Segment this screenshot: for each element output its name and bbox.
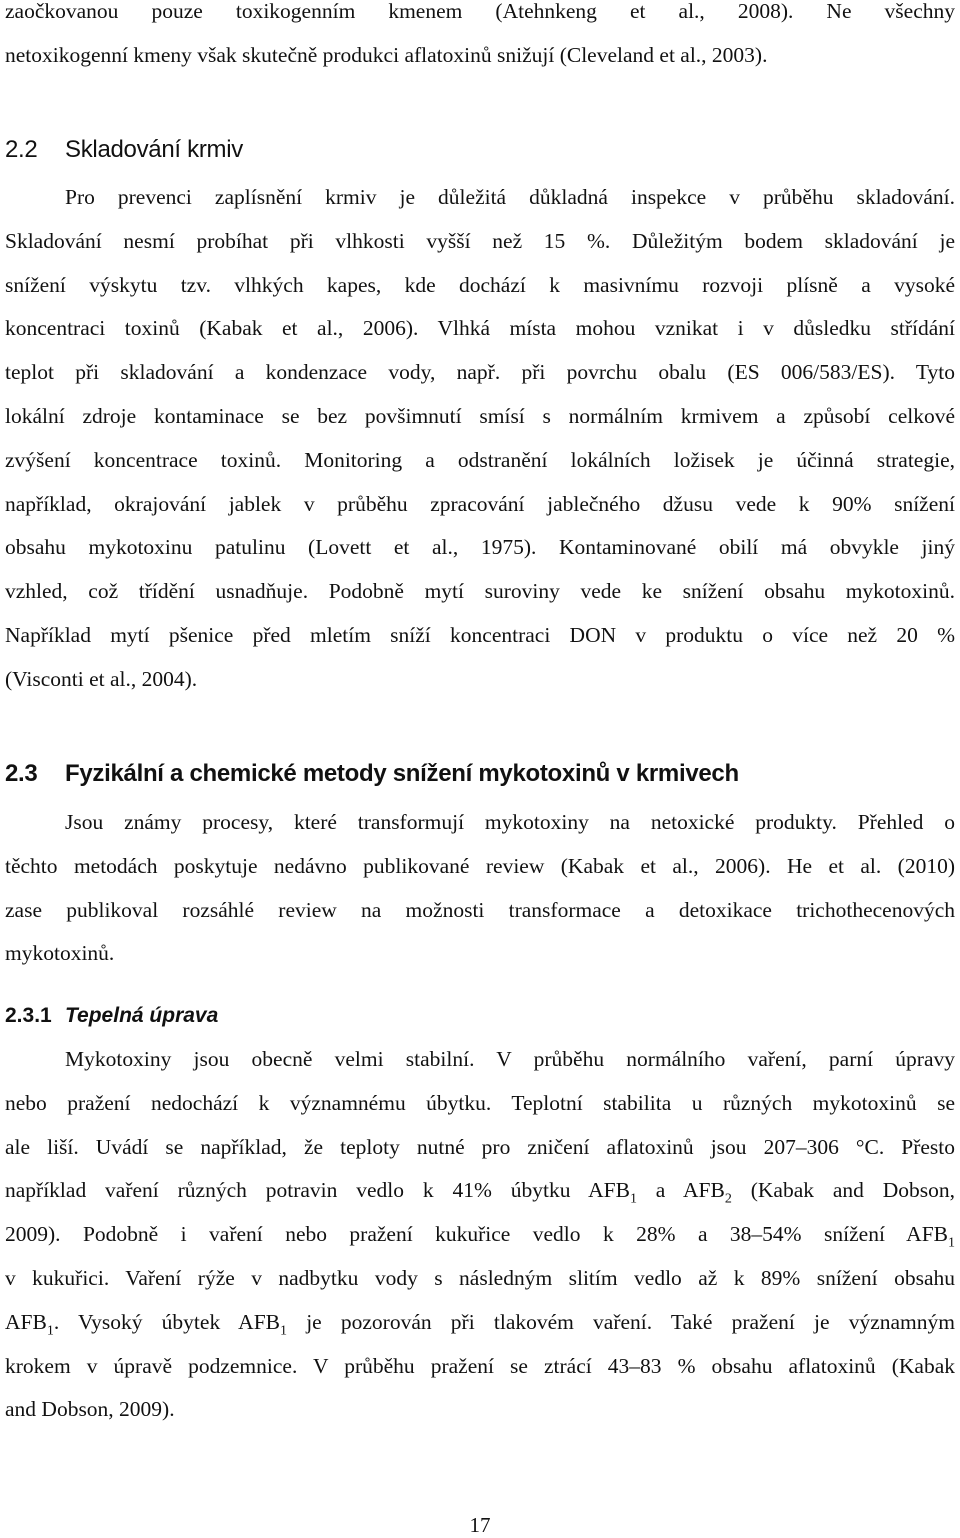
subsection-heading-2-3-1 <box>5 996 218 1036</box>
section-2-3-1-paragraph <box>5 1038 955 1432</box>
paragraph-line: vzhled, což třídění usnadňuje. Podobně mytí suroviny vede ke snížení obsahu mykotoxinů. <box>5 579 955 604</box>
text-run: (Kabak and Dobson, <box>731 1178 955 1203</box>
paragraph-line: zase publikoval rozsáhlé review na možnosti transformace a detoxikace trichothecenových <box>5 897 955 922</box>
section-heading-2-3 <box>5 754 739 794</box>
subscript: 1 <box>280 1323 288 1339</box>
subscript: 1 <box>948 1235 955 1251</box>
section-2-2-paragraph <box>5 176 955 702</box>
text-run: a AFB <box>636 1178 725 1203</box>
text-run: AFB <box>5 1309 47 1334</box>
subsection-number: 2.3.1 <box>5 1004 52 1027</box>
subscript: 1 <box>46 1323 54 1339</box>
paragraph-line: lokální zdroje kontaminace se bez povšimnutí smísí s normálním krmivem a způsobí celkové <box>5 403 955 428</box>
page-number: 17 <box>469 1513 491 1537</box>
paragraph-line: and Dobson, 2009). <box>5 1397 175 1422</box>
paragraph-line: Například mytí pšenice před mletím sníží koncentraci DON v produktu o více než 20 % <box>5 622 955 647</box>
paragraph-line: netoxikogenní kmeny však skutečně produkci aflatoxinů snižují (Cleveland et al., 2003). <box>5 42 768 67</box>
section-heading-2-2 <box>5 130 243 170</box>
text-run: . Vysoký úbytek AFB <box>53 1309 281 1334</box>
paragraph-line: například, okrajování jablek v průběhu zpracování jablečného džusu vede k 90% snížení <box>5 491 955 516</box>
text-run: 2009). Podobně i vaření nebo pražení kukuřice vedlo k 28% a 38–54% snížení AFB <box>5 1222 948 1247</box>
paragraph-line <box>5 1213 955 1257</box>
paragraph-line: teplot při skladování a kondenzace vody, např. při povrchu obalu (ES 006/583/ES). Tyto <box>5 360 955 385</box>
paragraph-line: těchto metodách poskytuje nedávno publikované review (Kabak et al., 2006). He et al. (2010) <box>5 853 955 878</box>
text-run: například vaření různých potravin vedlo k 41% úbytku AFB <box>5 1178 630 1203</box>
paragraph-line: (Visconti et al., 2004). <box>5 666 198 691</box>
section-title: Skladování krmiv <box>65 136 243 163</box>
paragraph-line: mykotoxinů. <box>5 941 115 966</box>
subsection-title: Tepelná úprava <box>65 1004 219 1027</box>
paragraph-line: nebo pražení nedochází k významnému úbytku. Teplotní stabilita u různých mykotoxinů se <box>5 1090 955 1115</box>
subscript: 1 <box>629 1191 637 1207</box>
paragraph-line: zvýšení koncentrace toxinů. Monitoring a odstranění lokálních ložisek je účinná strategie, <box>5 447 955 472</box>
paragraph-line: Pro prevenci zaplísnění krmiv je důležitá důkladná inspekce v průběhu skladování. <box>65 185 955 209</box>
paragraph-line: Jsou známy procesy, které transformují mykotoxiny na netoxické produkty. Přehled o <box>65 810 955 834</box>
paragraph-line: zaočkovanou pouze toxikogenním kmenem (Atehnkeng et al., 2008). Ne všechny <box>5 0 955 23</box>
paragraph-line: obsahu mykotoxinu patulinu (Lovett et al., 1975). Kontaminované obilí má obvykle jiný <box>5 535 955 560</box>
paragraph-line <box>5 1301 955 1345</box>
section-2-3-paragraph <box>5 801 955 976</box>
text-run: je pozorován při tlakovém vaření. Také pražení je významným <box>287 1309 955 1334</box>
top-paragraph <box>5 0 955 78</box>
paragraph-line: v kukuřici. Vaření rýže v nadbytku vody s následným slitím vedlo až k 89% snížení obsahu <box>5 1265 955 1290</box>
paragraph-line: krokem v úpravě podzemnice. V průběhu pražení se ztrácí 43–83 % obsahu aflatoxinů (Kabak <box>5 1353 955 1378</box>
paragraph-line: snížení výskytu tzv. vlhkých kapes, kde dochází k masivnímu rozvoji plísně a vysoké <box>5 272 955 297</box>
paragraph-line: ale liší. Uvádí se například, že teploty nutné pro zničení aflatoxinů jsou 207–306 °C. Přesto <box>5 1134 955 1159</box>
paragraph-line: Skladování nesmí probíhat při vlhkosti vyšší než 15 %. Důležitým bodem skladování je <box>5 228 955 253</box>
paragraph-line <box>5 1169 955 1213</box>
section-number: 2.2 <box>5 136 38 163</box>
paragraph-line: Mykotoxiny jsou obecně velmi stabilní. V průběhu normálního vaření, parní úpravy <box>65 1047 955 1071</box>
subscript: 2 <box>724 1191 732 1207</box>
section-title: Fyzikální a chemické metody snížení mykotoxinů v krmivech <box>65 760 739 787</box>
section-number: 2.3 <box>5 760 38 787</box>
paragraph-line: koncentraci toxinů (Kabak et al., 2006). Vlhká místa mohou vznikat i v důsledku střídání <box>5 316 955 341</box>
